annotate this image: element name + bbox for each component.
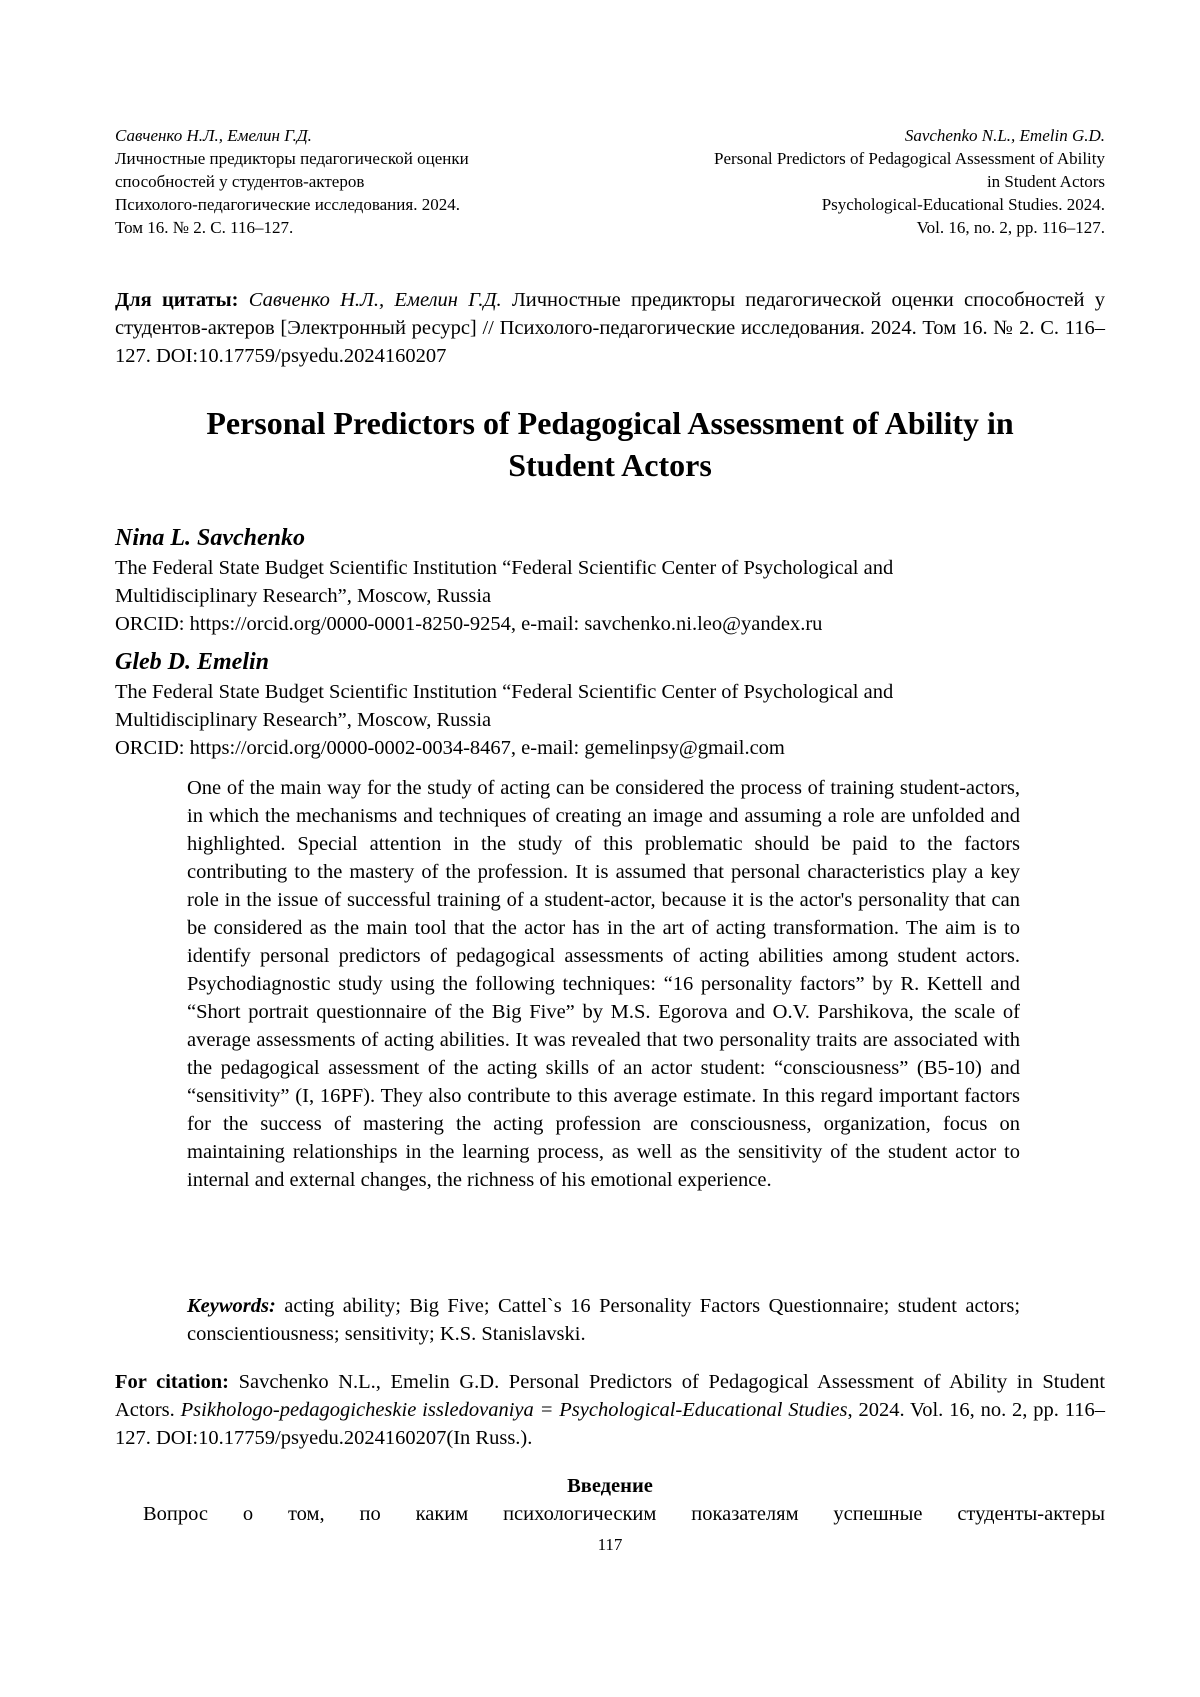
author-affiliation-line2: Multidisciplinary Research”, Moscow, Russia [115, 585, 492, 607]
header-ru-title-line2: способностей у студентов-актеров [115, 172, 365, 191]
keywords [187, 1292, 1020, 1348]
citation-ru [115, 286, 1105, 370]
running-header-ru [115, 124, 585, 239]
header-ru-volume: Том 16. № 2. С. 116–127. [115, 218, 294, 237]
author-affiliation-line1: The Federal State Budget Scientific Institution “Federal Scientific Center of Psychological and [115, 557, 894, 579]
header-en-volume: Vol. 16, no. 2, pp. 116–127. [916, 218, 1105, 237]
keywords-text: acting ability; Big Five; Cattel`s 16 Personality Factors Questionnaire; student actors; conscientiousness; sensitivity; K.S. Stanislavski. [187, 1295, 1021, 1345]
citation-ru-label: Для цитаты: [115, 289, 239, 311]
author-orcid: ORCID: https://orcid.org/0000-0001-8250-9254, e-mail: savchenko.ni.leo@yandex.ru [115, 613, 823, 635]
running-header-en [585, 124, 1105, 239]
author-name: Gleb D. Emelin [115, 649, 269, 675]
citation-en-text: Savchenko N.L., Emelin G.D. Personal Predictors of Pedagogical Assessment of Ability in Student Actors. [115, 1371, 1106, 1421]
keywords-label: Keywords: [187, 1295, 276, 1317]
paper-title-line1: Personal Predictors of Pedagogical Assessment of Ability in [206, 405, 1014, 441]
abstract: One of the main way for the study of acting can be considered the process of training student-actors, in which the mechanisms and techniques of creating an image and assuming a role are unfolded and highlighted. Special attention in the study of this problematic should be paid to the factors contributing to the mastery of the profession. It is assumed that personal characteristics play a key role in the issue of successful training of a student-actor, because it is the actor's personality that can be considered as the main tool that the actor has in the art of acting transformation. The aim is to identify personal predictors of pedagogical assessments of acting abilities among student actors. Psychodiagnostic study using the following techniques: “16 personality factors” by R. Kettell and “Short portrait questionnaire of the Big Five” by M.S. Egorova and O.V. Parshikova, the scale of average assessments of acting abilities. It was revealed that two personality traits are associated with the pedagogical assessment of the acting skills of an actor student: “consciousness” (B5-10) and “sensitivity” (I, 16PF). They also contribute to this average estimate. In this regard important factors for the success of mastering the acting profession are consciousness, organization, focus on maintaining relationships in the learning process, as well as the sensitivity of the student actor to internal and external changes, the richness of his emotional experience. [187, 777, 1020, 1191]
author-orcid: ORCID: https://orcid.org/0000-0002-0034-8467, e-mail: gemelinpsy@gmail.com [115, 737, 785, 759]
header-ru-journal: Психолого-педагогические исследования. 2024. [115, 195, 460, 214]
citation-en [115, 1368, 1105, 1452]
header-en-title-line2: in Student Actors [986, 172, 1105, 191]
author-block-2 [115, 646, 1105, 762]
citation-ru-text: Личностные предикторы педагогической оценки способностей у студентов-актеров [Электронный ресурс] // Психолого-педагогические исследования. 2024. Том 16. № 2. С. 116–127. DOI:10.17759/psyedu.2024160207 [115, 289, 1105, 367]
page-number: 117 [597, 1535, 623, 1554]
author-name: Nina L. Savchenko [115, 525, 306, 551]
paper-title [115, 402, 1105, 486]
header-ru-authors: Савченко Н.Л., Емелин Г.Д. [115, 126, 312, 145]
author-block-1 [115, 522, 1105, 638]
paper-title-line2: Student Actors [508, 447, 712, 483]
author-affiliation-line2: Multidisciplinary Research”, Moscow, Russia [115, 709, 492, 731]
header-en-title-line1: Personal Predictors of Pedagogical Assessment of Ability [714, 149, 1105, 168]
header-en-authors: Savchenko N.L., Emelin G.D. [904, 126, 1105, 145]
header-en-journal: Psychological-Educational Studies. 2024. [821, 195, 1105, 214]
citation-en-details: , 2024. Vol. 16, no. 2, pp. 116–127. DOI:10.17759/psyedu.2024160207(In Russ.). [115, 1399, 1105, 1449]
author-affiliation-line1: The Federal State Budget Scientific Institution “Federal Scientific Center of Psychological and [115, 681, 894, 703]
header-ru-title-line1: Личностные предикторы педагогической оценки [115, 149, 469, 168]
citation-en-journal: Psikhologo-pedagogicheskie issledovaniya = Psychological-Educational Studies [180, 1399, 848, 1421]
intro-paragraph: Вопрос о том, по каким психологическим показателям успешные студенты-актеры [143, 1503, 1105, 1525]
citation-en-label: For citation: [115, 1371, 229, 1393]
section-heading: Введение [567, 1475, 653, 1497]
citation-ru-authors: Савченко Н.Л., Емелин Г.Д. [248, 289, 502, 311]
